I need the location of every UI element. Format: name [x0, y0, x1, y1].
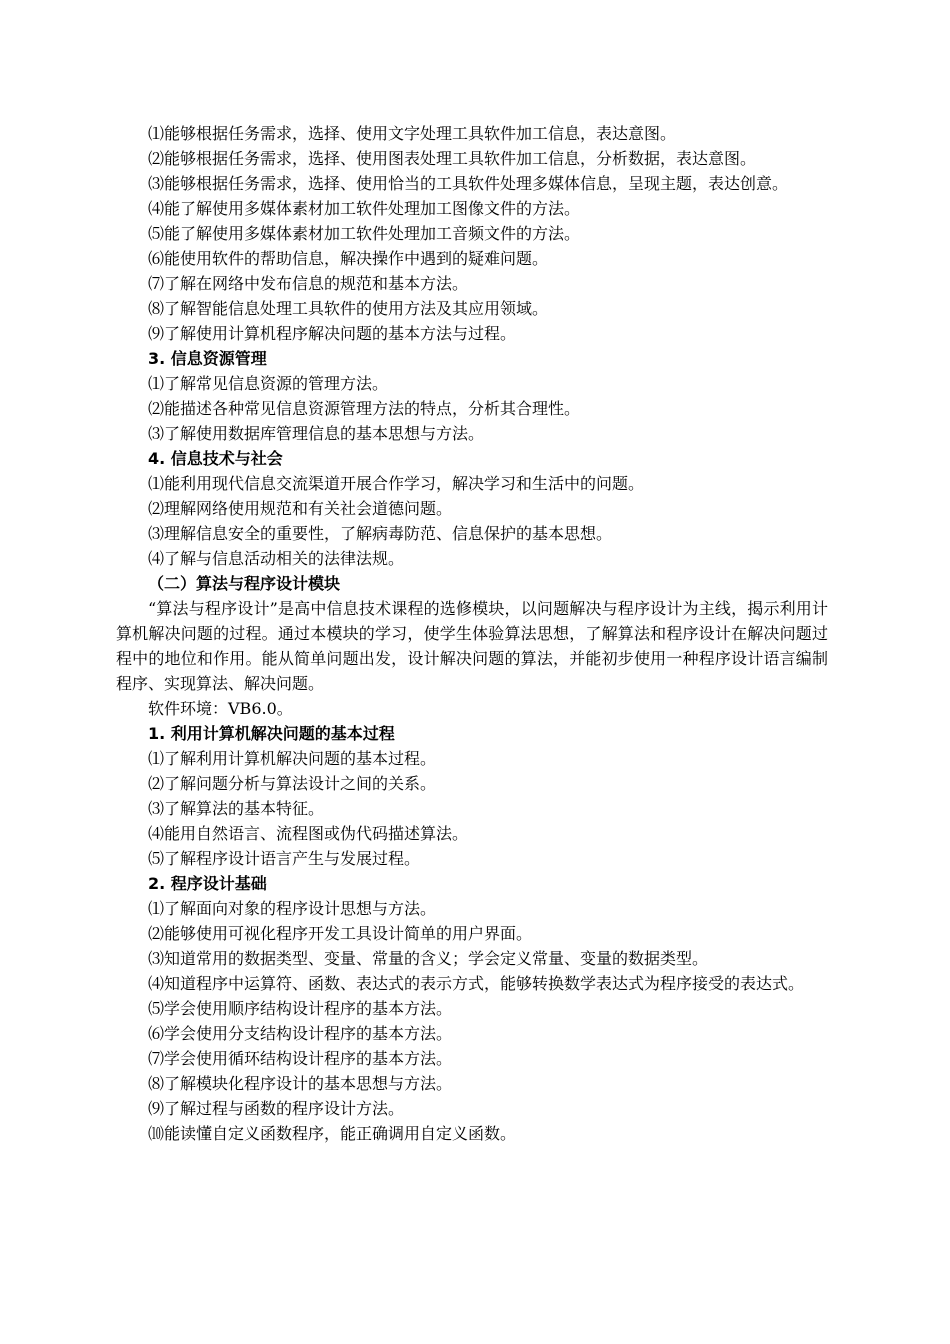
item-text: ⑵能够使用可视化程序开发工具设计简单的用户界面。: [148, 924, 533, 943]
item-text: ⑹学会使用分支结构设计程序的基本方法。: [148, 1024, 453, 1043]
item-text: ⑵了解问题分析与算法设计之间的关系。: [148, 774, 437, 793]
item-text: ⑷能了解使用多媒体素材加工软件处理加工图像文件的方法。: [148, 199, 581, 218]
item-text: ⑷了解与信息活动相关的法律法规。: [148, 549, 405, 568]
item-text: ⑷能用自然语言、流程图或伪代码描述算法。: [148, 824, 469, 843]
software-environment: 软件环境：VB6.0。: [148, 699, 293, 718]
item-text: ⑺了解在网络中发布信息的规范和基本方法。: [148, 274, 469, 293]
section-heading: 1. 利用计算机解决问题的基本过程: [148, 724, 395, 743]
item-text: ⑶能够根据任务需求，选择、使用恰当的工具软件处理多媒体信息，呈现主题，表达创意。: [148, 174, 789, 193]
item-text: ⑶了解使用数据库管理信息的基本思想与方法。: [148, 424, 485, 443]
item-text: ⑵能描述各种常见信息资源管理方法的特点，分析其合理性。: [148, 399, 581, 418]
section-heading: 2. 程序设计基础: [148, 874, 267, 893]
item-text: ⑶理解信息安全的重要性，了解病毒防范、信息保护的基本思想。: [148, 524, 613, 543]
module-heading: （二）算法与程序设计模块: [148, 574, 341, 593]
item-text: ⑴了解利用计算机解决问题的基本过程。: [148, 749, 437, 768]
item-text: ⑵理解网络使用规范和有关社会道德问题。: [148, 499, 453, 518]
item-text: ⑶知道常用的数据类型、变量、常量的含义；学会定义常量、变量的数据类型。: [148, 949, 709, 968]
item-text: ⑼了解使用计算机程序解决问题的基本方法与过程。: [148, 324, 517, 343]
section-heading: 4. 信息技术与社会: [148, 449, 283, 468]
item-text: ⑴能利用现代信息交流渠道开展合作学习，解决学习和生活中的问题。: [148, 474, 645, 493]
item-text: ⑻了解模块化程序设计的基本思想与方法。: [148, 1074, 453, 1093]
section-heading: 3. 信息资源管理: [148, 349, 267, 368]
item-text: ⑼了解过程与函数的程序设计方法。: [148, 1099, 405, 1118]
document-body: [116, 121, 828, 1146]
item-text: ⑴了解面向对象的程序设计思想与方法。: [148, 899, 437, 918]
item-text: ⑹能使用软件的帮助信息，解决操作中遇到的疑难问题。: [148, 249, 549, 268]
module-intro-paragraph: “算法与程序设计”是高中信息技术课程的选修模块，以问题解决与程序设计为主线，揭示利用计算机解决问题的过程。通过本模块的学习，使学生体验算法思想，了解算法和程序设计在解决问题过程中的地位和作用。能从简单问题出发，设计解决问题的算法，并能初步使用一种程序设计语言编制程序、实现算法、解决问题。: [116, 599, 828, 693]
item-text: ⑸学会使用顺序结构设计程序的基本方法。: [148, 999, 453, 1018]
item-text: ⑵能够根据任务需求，选择、使用图表处理工具软件加工信息，分析数据，表达意图。: [148, 149, 757, 168]
item-text: ⑶了解算法的基本特征。: [148, 799, 325, 818]
item-text: ⑸了解程序设计语言产生与发展过程。: [148, 849, 421, 868]
item-text: ⑴能够根据任务需求，选择、使用文字处理工具软件加工信息，表达意图。: [148, 124, 677, 143]
item-text: ⑷知道程序中运算符、函数、表达式的表示方式，能够转换数学表达式为程序接受的表达式。: [148, 974, 805, 993]
item-text: ⑺学会使用循环结构设计程序的基本方法。: [148, 1049, 453, 1068]
item-text: ⑻了解智能信息处理工具软件的使用方法及其应用领域。: [148, 299, 549, 318]
item-text: ⑽能读懂自定义函数程序，能正确调用自定义函数。: [148, 1124, 517, 1143]
item-text: ⑴了解常见信息资源的管理方法。: [148, 374, 389, 393]
item-text: ⑸能了解使用多媒体素材加工软件处理加工音频文件的方法。: [148, 224, 581, 243]
